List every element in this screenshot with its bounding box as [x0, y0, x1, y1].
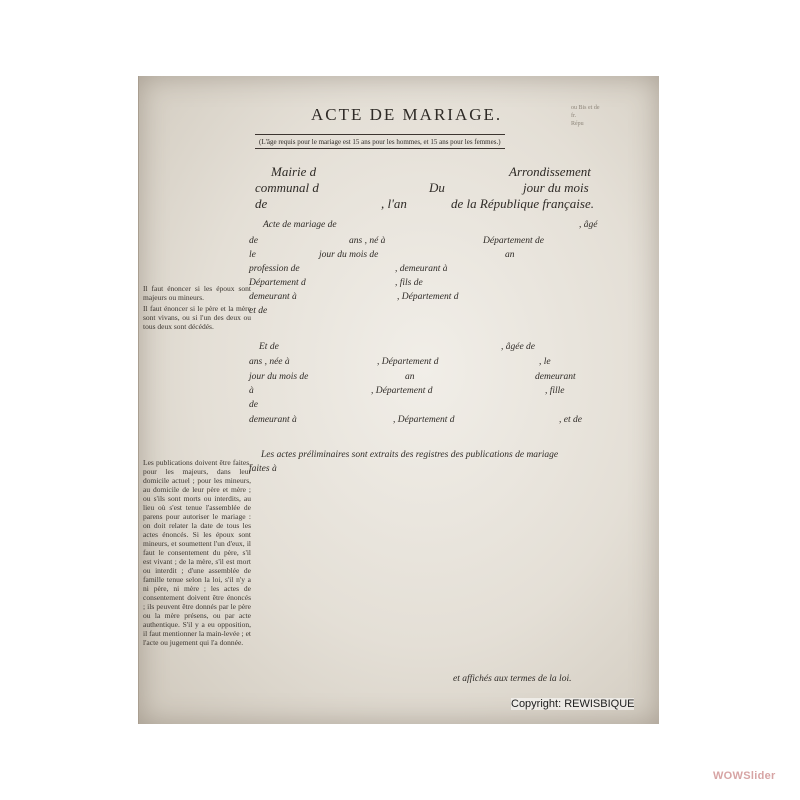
bride-line6-a: demeurant à [249, 415, 297, 425]
groom-line5-a: Département d [249, 278, 306, 288]
age-requirement-note: (L'âge requis pour le mariage est 15 ans pour les hommes, et 15 ans pour les femmes.) [255, 134, 505, 149]
bride-line2-c: , le [539, 357, 551, 367]
groom-line7-a: et de [249, 306, 268, 316]
header-du: Du [429, 180, 445, 195]
groom-line3-b: jour du mois de [319, 250, 379, 260]
closing-text: et affichés aux termes de la loi. [453, 674, 572, 684]
groom-line2-b: ans , né à [349, 236, 386, 246]
copyright-watermark: Copyright: REWISBIQUE [511, 698, 635, 710]
bride-line6-c: , et de [559, 415, 582, 425]
header-jour-du-mois: jour du mois [523, 180, 589, 195]
publications-line1: Les actes préliminaires sont extraits des registres des publications de mariage [261, 450, 559, 460]
margin-note-majeurs: Il faut énoncer si les époux sont majeurs ou mineurs. [143, 284, 251, 302]
document-page [138, 76, 659, 724]
groom-line4-a: profession de [249, 264, 300, 274]
header-communal: communal d [255, 180, 319, 195]
header-arrondissement: Arrondissement [509, 164, 591, 179]
groom-line2-a: de [249, 236, 258, 246]
groom-line3-a: le [249, 250, 256, 260]
groom-line2-c: Département de [483, 236, 544, 246]
header-mairie: Mairie d [271, 164, 317, 179]
bride-line1-a: Et de [259, 342, 279, 352]
bride-line4-c: , fille [545, 386, 565, 396]
groom-line6-b: , Département d [397, 292, 459, 302]
publications-line2: faites à [249, 464, 277, 474]
page-title: ACTE DE MARIAGE. [311, 105, 503, 124]
header-de: de [255, 196, 268, 211]
groom-line6-a: demeurant à [249, 292, 297, 302]
bride-line2-a: ans , née à [249, 357, 290, 367]
bride-line6-b: , Département d [393, 415, 455, 425]
margin-note-publications: Les publications doivent être faites, pour les majeurs, dans leur domicile actuel ; pour les mineurs, au domicile de leur père et mère ; ou s'ils sont morts ou interdits, au lieu où s'est tenue l'assemblée de parens pour autoriser le mariage : on doit relater la date de tous les actes énoncés. Si les époux sont mineurs, et soumettent l'un d'eux, il faut le consentement du père, s'il est vivant ; de la mère, s'il est mort ou interdit ; d'une assemblée de famille tenue selon la loi, s'il n'y a ni père, ni mère ; les actes de consentement doivent être énoncés ; ils peuvent être donnés par le père ou la mère présens, ou par acte authentique. S'il y a eu opposition, il faut mentionner la main-levée ; et l'acte ou jugement qui l'a donnée. [143, 458, 251, 647]
bride-line3-a: jour du mois de [249, 372, 309, 382]
groom-line5-b: , fils de [395, 278, 423, 288]
bride-line5-a: de [249, 400, 258, 410]
bride-line3-c: demeurant [535, 372, 576, 382]
header-lan: , l'an [381, 196, 407, 211]
margin-note-parents: Il faut énoncer si le père et la mère sont vivans, ou si l'un des deux ou tous deux sont décédés. [143, 304, 251, 331]
wowslider-logo: WOWSlider [713, 770, 776, 782]
groom-line4-b: , demeurant à [395, 264, 448, 274]
faint-header-text: ou Bis et de fr. Répu [571, 105, 600, 127]
header-republique: de la République française. [451, 196, 594, 211]
groom-line1-a: Acte de mariage de [263, 220, 337, 230]
groom-line1-b: , âgé [579, 220, 598, 230]
bride-line3-b: an [405, 372, 415, 382]
bride-line4-b: , Département d [371, 386, 433, 396]
bride-line4-a: à [249, 386, 254, 396]
bride-line2-b: , Département d [377, 357, 439, 367]
bride-line1-b: , âgée de [501, 342, 536, 352]
groom-line3-c: an [505, 250, 515, 260]
